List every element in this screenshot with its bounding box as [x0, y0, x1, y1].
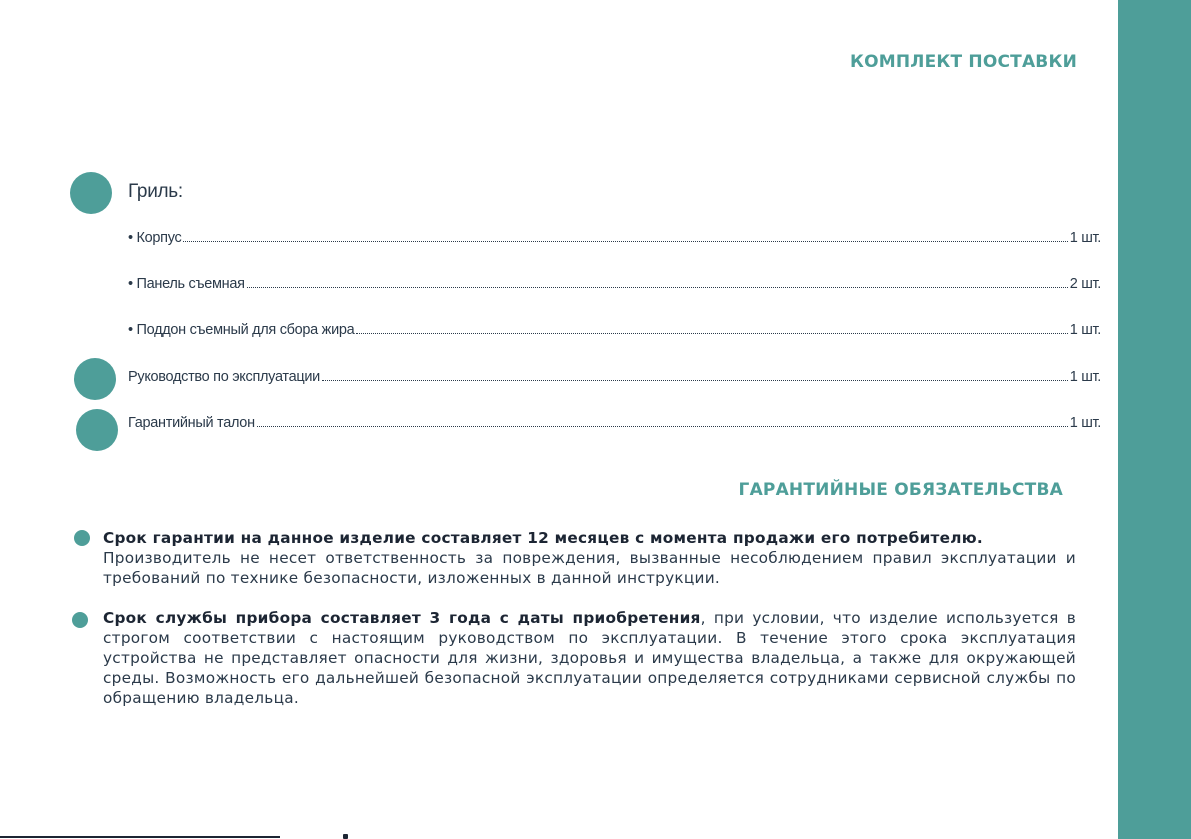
paragraph-bullet: [74, 530, 90, 546]
liability-text: Производитель не несет ответственность за повреждения, вызванные несоблюдением правил эксплуатации и требований по технике безопасности, изложенных в данной инструкции.: [103, 549, 1076, 587]
item-qty: 1 шт.: [1069, 415, 1101, 431]
grill-item-tray: [128, 322, 1101, 338]
delivery-set-heading: КОМПЛЕКТ ПОСТАВКИ: [849, 52, 1077, 72]
item-label: Руководство по эксплуатации: [128, 369, 320, 385]
grill-bullet-circle: [70, 172, 112, 214]
item-qty: 1 шт.: [1069, 230, 1101, 246]
service-life-text: Срок службы прибора составляет 3 года с даты приобретения: [103, 609, 701, 627]
leader-dots: [322, 380, 1068, 381]
footer-mark: [343, 834, 348, 839]
item-label: • Панель съемная: [128, 276, 245, 292]
grill-item-body: [128, 230, 1101, 246]
item-qty: 2 шт.: [1069, 276, 1101, 292]
warranty-card-item: [128, 415, 1101, 431]
warranty-heading: ГАРАНТИЙНЫЕ ОБЯЗАТЕЛЬСТВА: [738, 480, 1063, 500]
paragraph-bullet: [72, 612, 88, 628]
item-label: • Поддон съемный для сбора жира: [128, 322, 355, 338]
item-qty: 1 шт.: [1069, 322, 1101, 338]
warranty-paragraph-1: [103, 528, 1076, 588]
side-accent-bar: [1118, 0, 1191, 839]
service-life-details: , при условии, что изделие используется в строгом соответствии с настоящим руководством по эксплуатации. В течение этого срока эксплуатация устройства не представляет опасности для жизни, здоровья и имущества владельца, а также для окружающей среды. Возможность его дальнейшей безопасной эксплуатации определяется сотрудниками сервисной службы по обращению владельца.: [103, 609, 1076, 707]
item-label: • Корпус: [128, 230, 182, 246]
warranty-card-bullet-circle: [76, 409, 118, 451]
manual-item: [128, 369, 1101, 385]
leader-dots: [247, 287, 1068, 288]
grill-title: Гриль:: [128, 181, 183, 202]
item-label: Гарантийный талон: [128, 415, 255, 431]
leader-dots: [257, 426, 1068, 427]
warranty-paragraph-2: [103, 608, 1076, 708]
grill-item-panel: [128, 276, 1101, 292]
warranty-term-text: Срок гарантии на данное изделие составляет 12 месяцев с момента продажи его потребителю.: [103, 529, 983, 547]
item-qty: 1 шт.: [1069, 369, 1101, 385]
leader-dots: [183, 241, 1067, 242]
manual-bullet-circle: [74, 358, 116, 400]
leader-dots: [356, 333, 1067, 334]
footer-rule: [0, 836, 280, 838]
